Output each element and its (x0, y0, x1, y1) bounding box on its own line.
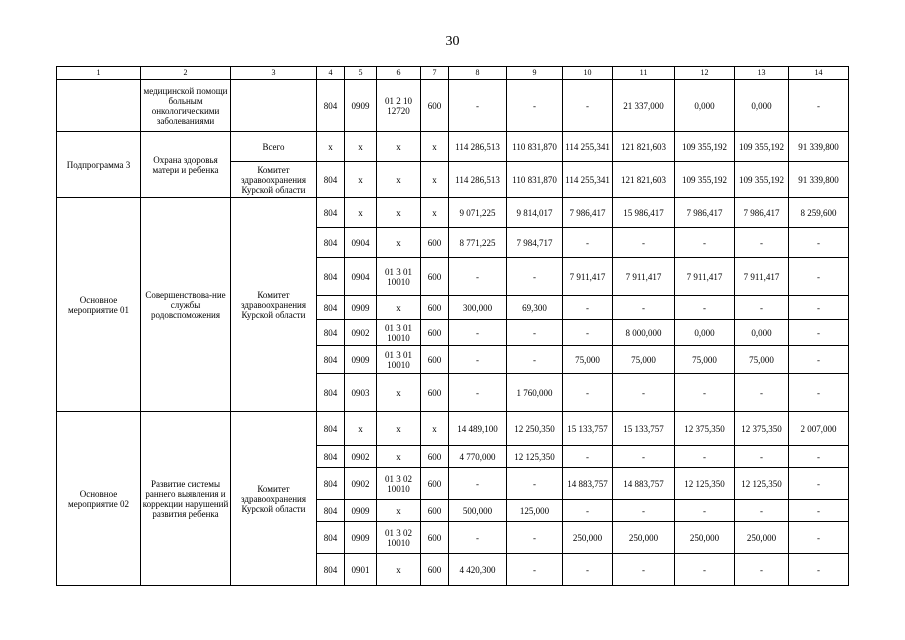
col4-cell: 804 (317, 198, 345, 228)
col13-cell: - (735, 296, 789, 320)
col6-cell: 01 3 01 10010 (377, 258, 421, 296)
col11-cell: 121 821,603 (613, 162, 675, 198)
col10-cell: - (563, 296, 613, 320)
col10-cell: 7 911,417 (563, 258, 613, 296)
col14-cell: - (789, 446, 849, 468)
header-cell-5: 5 (345, 67, 377, 80)
col4-cell: 804 (317, 346, 345, 374)
program-name-cell: Основное мероприятие 01 (57, 198, 141, 412)
col6-cell: 01 3 02 10010 (377, 522, 421, 554)
col10-cell: - (563, 554, 613, 586)
col12-cell: 109 355,192 (675, 132, 735, 162)
col4-cell: 804 (317, 468, 345, 500)
col9-cell: 110 831,870 (507, 132, 563, 162)
col4-cell: 804 (317, 80, 345, 132)
col6-cell: 01 2 10 12720 (377, 80, 421, 132)
col10-cell: 75,000 (563, 346, 613, 374)
col6-cell: x (377, 446, 421, 468)
col8-cell: - (449, 320, 507, 346)
header-row (57, 67, 849, 80)
col9-cell: - (507, 522, 563, 554)
col11-cell: - (613, 500, 675, 522)
table-row (57, 412, 849, 446)
col13-cell: 75,000 (735, 346, 789, 374)
col10-cell: 14 883,757 (563, 468, 613, 500)
col9-cell: 125,000 (507, 500, 563, 522)
table-row (57, 132, 849, 162)
col12-cell: 7 911,417 (675, 258, 735, 296)
col14-cell: 91 339,800 (789, 132, 849, 162)
col13-cell: 7 911,417 (735, 258, 789, 296)
col10-cell: 7 986,417 (563, 198, 613, 228)
col7-cell: 600 (421, 468, 449, 500)
header-cell-7: 7 (421, 67, 449, 80)
description-cell: Развитие системы раннего выявления и коррекции нарушений развития ребенка (141, 412, 231, 586)
col7-cell: 600 (421, 374, 449, 412)
col8-cell: - (449, 374, 507, 412)
table-row (57, 198, 849, 228)
col8-cell: 8 771,225 (449, 228, 507, 258)
page-number: 30 (445, 34, 460, 49)
col4-cell: 804 (317, 522, 345, 554)
executor-cell: Комитет здравоохранения Курской области (231, 198, 317, 412)
executor-cell: Комитет здравоохранения Курской области (231, 412, 317, 586)
col14-cell: - (789, 258, 849, 296)
col5-cell: 0901 (345, 554, 377, 586)
col7-cell: x (421, 198, 449, 228)
col13-cell: - (735, 554, 789, 586)
col5-cell: 0909 (345, 346, 377, 374)
col10-cell: - (563, 500, 613, 522)
col11-cell: 21 337,000 (613, 80, 675, 132)
col8-cell: 114 286,513 (449, 132, 507, 162)
col14-cell: - (789, 80, 849, 132)
col12-cell: - (675, 296, 735, 320)
col12-cell: - (675, 554, 735, 586)
col9-cell: - (507, 468, 563, 500)
col4-cell: 804 (317, 162, 345, 198)
col14-cell: - (789, 296, 849, 320)
col12-cell: - (675, 374, 735, 412)
program-name-cell (57, 80, 141, 132)
col14-cell: - (789, 374, 849, 412)
col13-cell: 12 375,350 (735, 412, 789, 446)
header-cell-9: 9 (507, 67, 563, 80)
col5-cell: x (345, 162, 377, 198)
col14-cell: - (789, 228, 849, 258)
col14-cell: 91 339,800 (789, 162, 849, 198)
col7-cell: x (421, 132, 449, 162)
col12-cell: 0,000 (675, 320, 735, 346)
col7-cell: 600 (421, 228, 449, 258)
col13-cell: - (735, 446, 789, 468)
col14-cell: 2 007,000 (789, 412, 849, 446)
col11-cell: 75,000 (613, 346, 675, 374)
header-cell-4: 4 (317, 67, 345, 80)
col11-cell: 121 821,603 (613, 132, 675, 162)
col13-cell: - (735, 374, 789, 412)
col5-cell: 0902 (345, 468, 377, 500)
col7-cell: 600 (421, 258, 449, 296)
col5-cell: 0903 (345, 374, 377, 412)
col8-cell: 114 286,513 (449, 162, 507, 198)
col12-cell: 12 375,350 (675, 412, 735, 446)
col11-cell: 8 000,000 (613, 320, 675, 346)
header-cell-3: 3 (231, 67, 317, 80)
col14-cell: - (789, 468, 849, 500)
col8-cell: - (449, 346, 507, 374)
executor-cell: Комитет здравоохранения Курской области (231, 162, 317, 198)
col6-cell: x (377, 198, 421, 228)
col4-cell: 804 (317, 446, 345, 468)
col10-cell: - (563, 228, 613, 258)
col6-cell: 01 3 01 10010 (377, 320, 421, 346)
col4-cell: 804 (317, 374, 345, 412)
header-cell-11: 11 (613, 67, 675, 80)
col5-cell: x (345, 412, 377, 446)
header-cell-10: 10 (563, 67, 613, 80)
col9-cell: - (507, 346, 563, 374)
col8-cell: 4 770,000 (449, 446, 507, 468)
col14-cell: - (789, 346, 849, 374)
col10-cell: - (563, 374, 613, 412)
col11-cell: 15 133,757 (613, 412, 675, 446)
col9-cell: 9 814,017 (507, 198, 563, 228)
col9-cell: 1 760,000 (507, 374, 563, 412)
header-cell-13: 13 (735, 67, 789, 80)
description-cell: Охрана здоровья матери и ребенка (141, 132, 231, 198)
col10-cell: 114 255,341 (563, 162, 613, 198)
col6-cell: x (377, 554, 421, 586)
header-cell-12: 12 (675, 67, 735, 80)
col13-cell: 0,000 (735, 320, 789, 346)
header-cell-6: 6 (377, 67, 421, 80)
header-cell-8: 8 (449, 67, 507, 80)
col14-cell: - (789, 500, 849, 522)
budget-table (56, 66, 849, 586)
col7-cell: x (421, 162, 449, 198)
col7-cell: 600 (421, 554, 449, 586)
col13-cell: - (735, 228, 789, 258)
col12-cell: - (675, 228, 735, 258)
col7-cell: 600 (421, 500, 449, 522)
col13-cell: 0,000 (735, 80, 789, 132)
col5-cell: 0902 (345, 446, 377, 468)
col11-cell: 15 986,417 (613, 198, 675, 228)
col11-cell: 250,000 (613, 522, 675, 554)
col6-cell: x (377, 412, 421, 446)
col13-cell: - (735, 500, 789, 522)
description-cell: Совершенствова-ние службы родовспоможения (141, 198, 231, 412)
header-cell-14: 14 (789, 67, 849, 80)
col6-cell: x (377, 162, 421, 198)
col9-cell: 69,300 (507, 296, 563, 320)
col5-cell: 0909 (345, 522, 377, 554)
col8-cell: 14 489,100 (449, 412, 507, 446)
col4-cell: 804 (317, 554, 345, 586)
col4-cell: 804 (317, 500, 345, 522)
col5-cell: 0909 (345, 500, 377, 522)
col8-cell: - (449, 80, 507, 132)
table-body (57, 67, 849, 586)
executor-cell (231, 80, 317, 132)
col11-cell: - (613, 228, 675, 258)
col12-cell: - (675, 446, 735, 468)
col11-cell: - (613, 374, 675, 412)
col11-cell: - (613, 296, 675, 320)
col4-cell: x (317, 132, 345, 162)
col11-cell: - (613, 446, 675, 468)
description-cell: медицинской помощи больным онкологическими заболеваниями (141, 80, 231, 132)
col5-cell: 0909 (345, 80, 377, 132)
col14-cell: - (789, 522, 849, 554)
col14-cell: - (789, 320, 849, 346)
col9-cell: 7 984,717 (507, 228, 563, 258)
col8-cell: - (449, 258, 507, 296)
col14-cell: 8 259,600 (789, 198, 849, 228)
col6-cell: x (377, 374, 421, 412)
col8-cell: 4 420,300 (449, 554, 507, 586)
col9-cell: 12 125,350 (507, 446, 563, 468)
col12-cell: 0,000 (675, 80, 735, 132)
col7-cell: 600 (421, 296, 449, 320)
header-cell-2: 2 (141, 67, 231, 80)
col6-cell: x (377, 132, 421, 162)
header-cell-1: 1 (57, 67, 141, 80)
col5-cell: 0909 (345, 296, 377, 320)
col13-cell: 250,000 (735, 522, 789, 554)
col6-cell: 01 3 01 10010 (377, 346, 421, 374)
col9-cell: - (507, 258, 563, 296)
col10-cell: - (563, 446, 613, 468)
col7-cell: 600 (421, 80, 449, 132)
col4-cell: 804 (317, 258, 345, 296)
col10-cell: - (563, 320, 613, 346)
col12-cell: 75,000 (675, 346, 735, 374)
program-name-cell: Подпрограмма 3 (57, 132, 141, 198)
col12-cell: 250,000 (675, 522, 735, 554)
col8-cell: - (449, 468, 507, 500)
col5-cell: 0904 (345, 258, 377, 296)
col4-cell: 804 (317, 320, 345, 346)
col14-cell: - (789, 554, 849, 586)
col4-cell: 804 (317, 228, 345, 258)
col5-cell: x (345, 198, 377, 228)
col10-cell: 114 255,341 (563, 132, 613, 162)
col9-cell: - (507, 80, 563, 132)
col6-cell: 01 3 02 10010 (377, 468, 421, 500)
col7-cell: 600 (421, 446, 449, 468)
executor-cell: Всего (231, 132, 317, 162)
col11-cell: 14 883,757 (613, 468, 675, 500)
col12-cell: - (675, 500, 735, 522)
col13-cell: 109 355,192 (735, 162, 789, 198)
col12-cell: 12 125,350 (675, 468, 735, 500)
col10-cell: 15 133,757 (563, 412, 613, 446)
col12-cell: 109 355,192 (675, 162, 735, 198)
col12-cell: 7 986,417 (675, 198, 735, 228)
col6-cell: x (377, 500, 421, 522)
program-name-cell: Основное мероприятие 02 (57, 412, 141, 586)
col9-cell: 12 250,350 (507, 412, 563, 446)
col7-cell: 600 (421, 320, 449, 346)
col8-cell: 500,000 (449, 500, 507, 522)
col9-cell: - (507, 320, 563, 346)
col6-cell: x (377, 296, 421, 320)
col10-cell: - (563, 80, 613, 132)
col7-cell: x (421, 412, 449, 446)
col13-cell: 7 986,417 (735, 198, 789, 228)
col8-cell: 9 071,225 (449, 198, 507, 228)
col8-cell: - (449, 522, 507, 554)
col5-cell: 0902 (345, 320, 377, 346)
col5-cell: 0904 (345, 228, 377, 258)
col9-cell: - (507, 554, 563, 586)
col11-cell: - (613, 554, 675, 586)
col7-cell: 600 (421, 346, 449, 374)
col10-cell: 250,000 (563, 522, 613, 554)
col5-cell: x (345, 132, 377, 162)
col13-cell: 12 125,350 (735, 468, 789, 500)
col8-cell: 300,000 (449, 296, 507, 320)
col4-cell: 804 (317, 296, 345, 320)
col7-cell: 600 (421, 522, 449, 554)
col13-cell: 109 355,192 (735, 132, 789, 162)
col9-cell: 110 831,870 (507, 162, 563, 198)
col11-cell: 7 911,417 (613, 258, 675, 296)
col4-cell: 804 (317, 412, 345, 446)
col6-cell: x (377, 228, 421, 258)
table-row (57, 80, 849, 132)
